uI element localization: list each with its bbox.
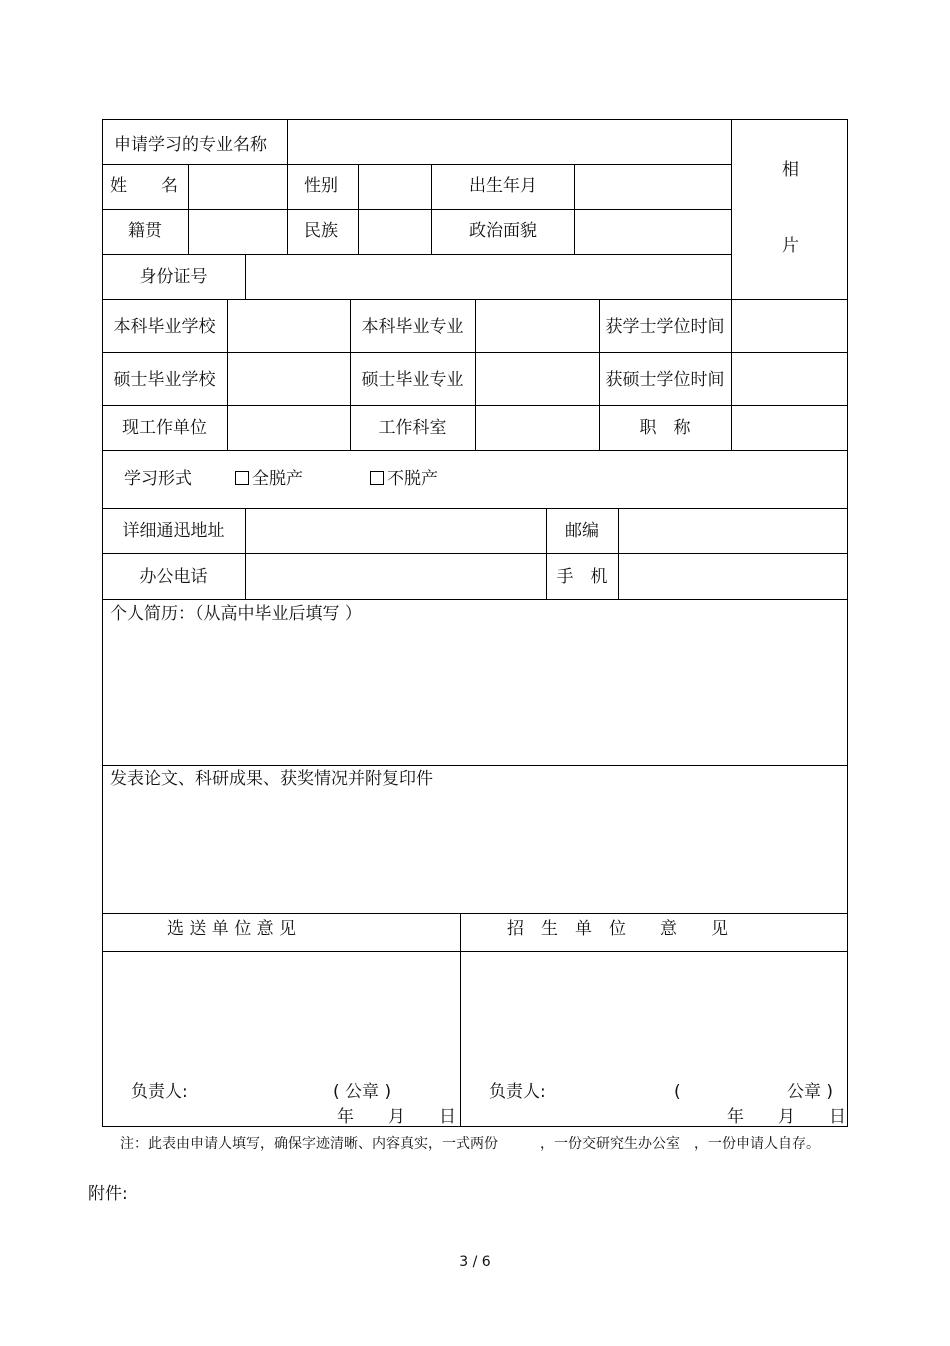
resume-label: 个人简历：（从高中毕业后填写 ） [110,604,362,624]
page-number: 3 / 6 [459,1254,491,1270]
office-phone-label: 办公电话 [139,567,208,587]
name-label: 姓 名 [110,176,178,196]
form-line [245,508,246,600]
postcode-label: 邮编 [565,521,599,541]
form-line [102,553,848,554]
form-line [460,913,461,1127]
form-line [102,951,848,952]
birth-label: 出生年月 [469,176,537,196]
right-seal-label: 公章 ) [787,1082,834,1102]
bachelor-degree-time-label: 获学士学位时间 [605,317,725,337]
form-line [475,299,476,451]
form-line [227,299,228,451]
form-line [574,164,575,255]
political-status-label: 政治面貌 [469,221,537,241]
form-line [358,164,359,255]
address-label: 详细通迅地址 [122,521,225,541]
papers-label: 发表论文、科研成果、获奖情况并附复印件 [110,769,433,789]
ethnicity-label: 民族 [304,221,338,241]
bachelor-school-label: 本科毕业学校 [113,317,216,337]
form-line [188,164,189,255]
form-line [102,599,848,600]
left-date-label: 年 月 日 [337,1107,456,1127]
form-line [618,508,619,600]
right-date-label: 年 月 日 [727,1107,846,1127]
left-seal-label: ( 公章 ) [333,1082,392,1102]
form-line [102,209,732,210]
form-line [731,299,732,451]
form-line [245,254,246,300]
option-parttime[interactable] [370,469,438,489]
option-fulltime-label: 全脱产 [252,469,303,489]
gender-label: 性别 [304,176,338,196]
native-place-label: 籍贯 [128,221,162,241]
form-line [102,164,732,165]
form-line [731,119,732,300]
form-border-top [102,119,848,120]
form-line [287,164,288,255]
job-title-label: 职 称 [639,418,691,438]
form-line [102,913,848,914]
checkbox-parttime[interactable] [370,471,384,485]
form-line [102,765,848,766]
attachment-label: 附件: [88,1184,128,1204]
photo-label-char1: 相 [782,160,799,180]
study-mode-label: 学习形式 [124,469,192,489]
left-responsible-person-label: 负责人: [131,1082,188,1102]
employer-label: 现工作单位 [122,418,207,438]
department-label: 工作科室 [378,418,447,438]
form-border-right [847,119,848,1127]
master-major-label: 硕士毕业专业 [361,370,464,390]
form-note: 注：此表由申请人填写，确保字迹清晰、内容真实，一式两份 ，一份交研究生办公室 ，一份申请人自存。 [120,1136,820,1152]
photo-label-char2: 片 [782,236,799,256]
option-parttime-label: 不脱产 [387,469,438,489]
checkbox-fulltime[interactable] [235,471,249,485]
form-line [102,254,732,255]
master-degree-time-label: 获硕士学位时间 [605,370,725,390]
form-line [102,508,848,509]
bachelor-major-label: 本科毕业专业 [361,317,464,337]
major-label: 申请学习的专业名称 [114,135,267,155]
form-line [287,119,288,165]
right-seal-open: ( [674,1082,681,1102]
master-school-label: 硕士毕业学校 [113,370,216,390]
admission-unit-opinion-label: 招 生 单 位 意 见 [507,919,728,939]
id-number-label: 身份证号 [139,267,208,287]
sending-unit-opinion-label: 选 送 单 位 意 见 [167,919,297,939]
mobile-label: 手 机 [556,567,608,587]
right-responsible-person-label: 负责人: [489,1082,546,1102]
option-fulltime[interactable] [235,469,303,489]
